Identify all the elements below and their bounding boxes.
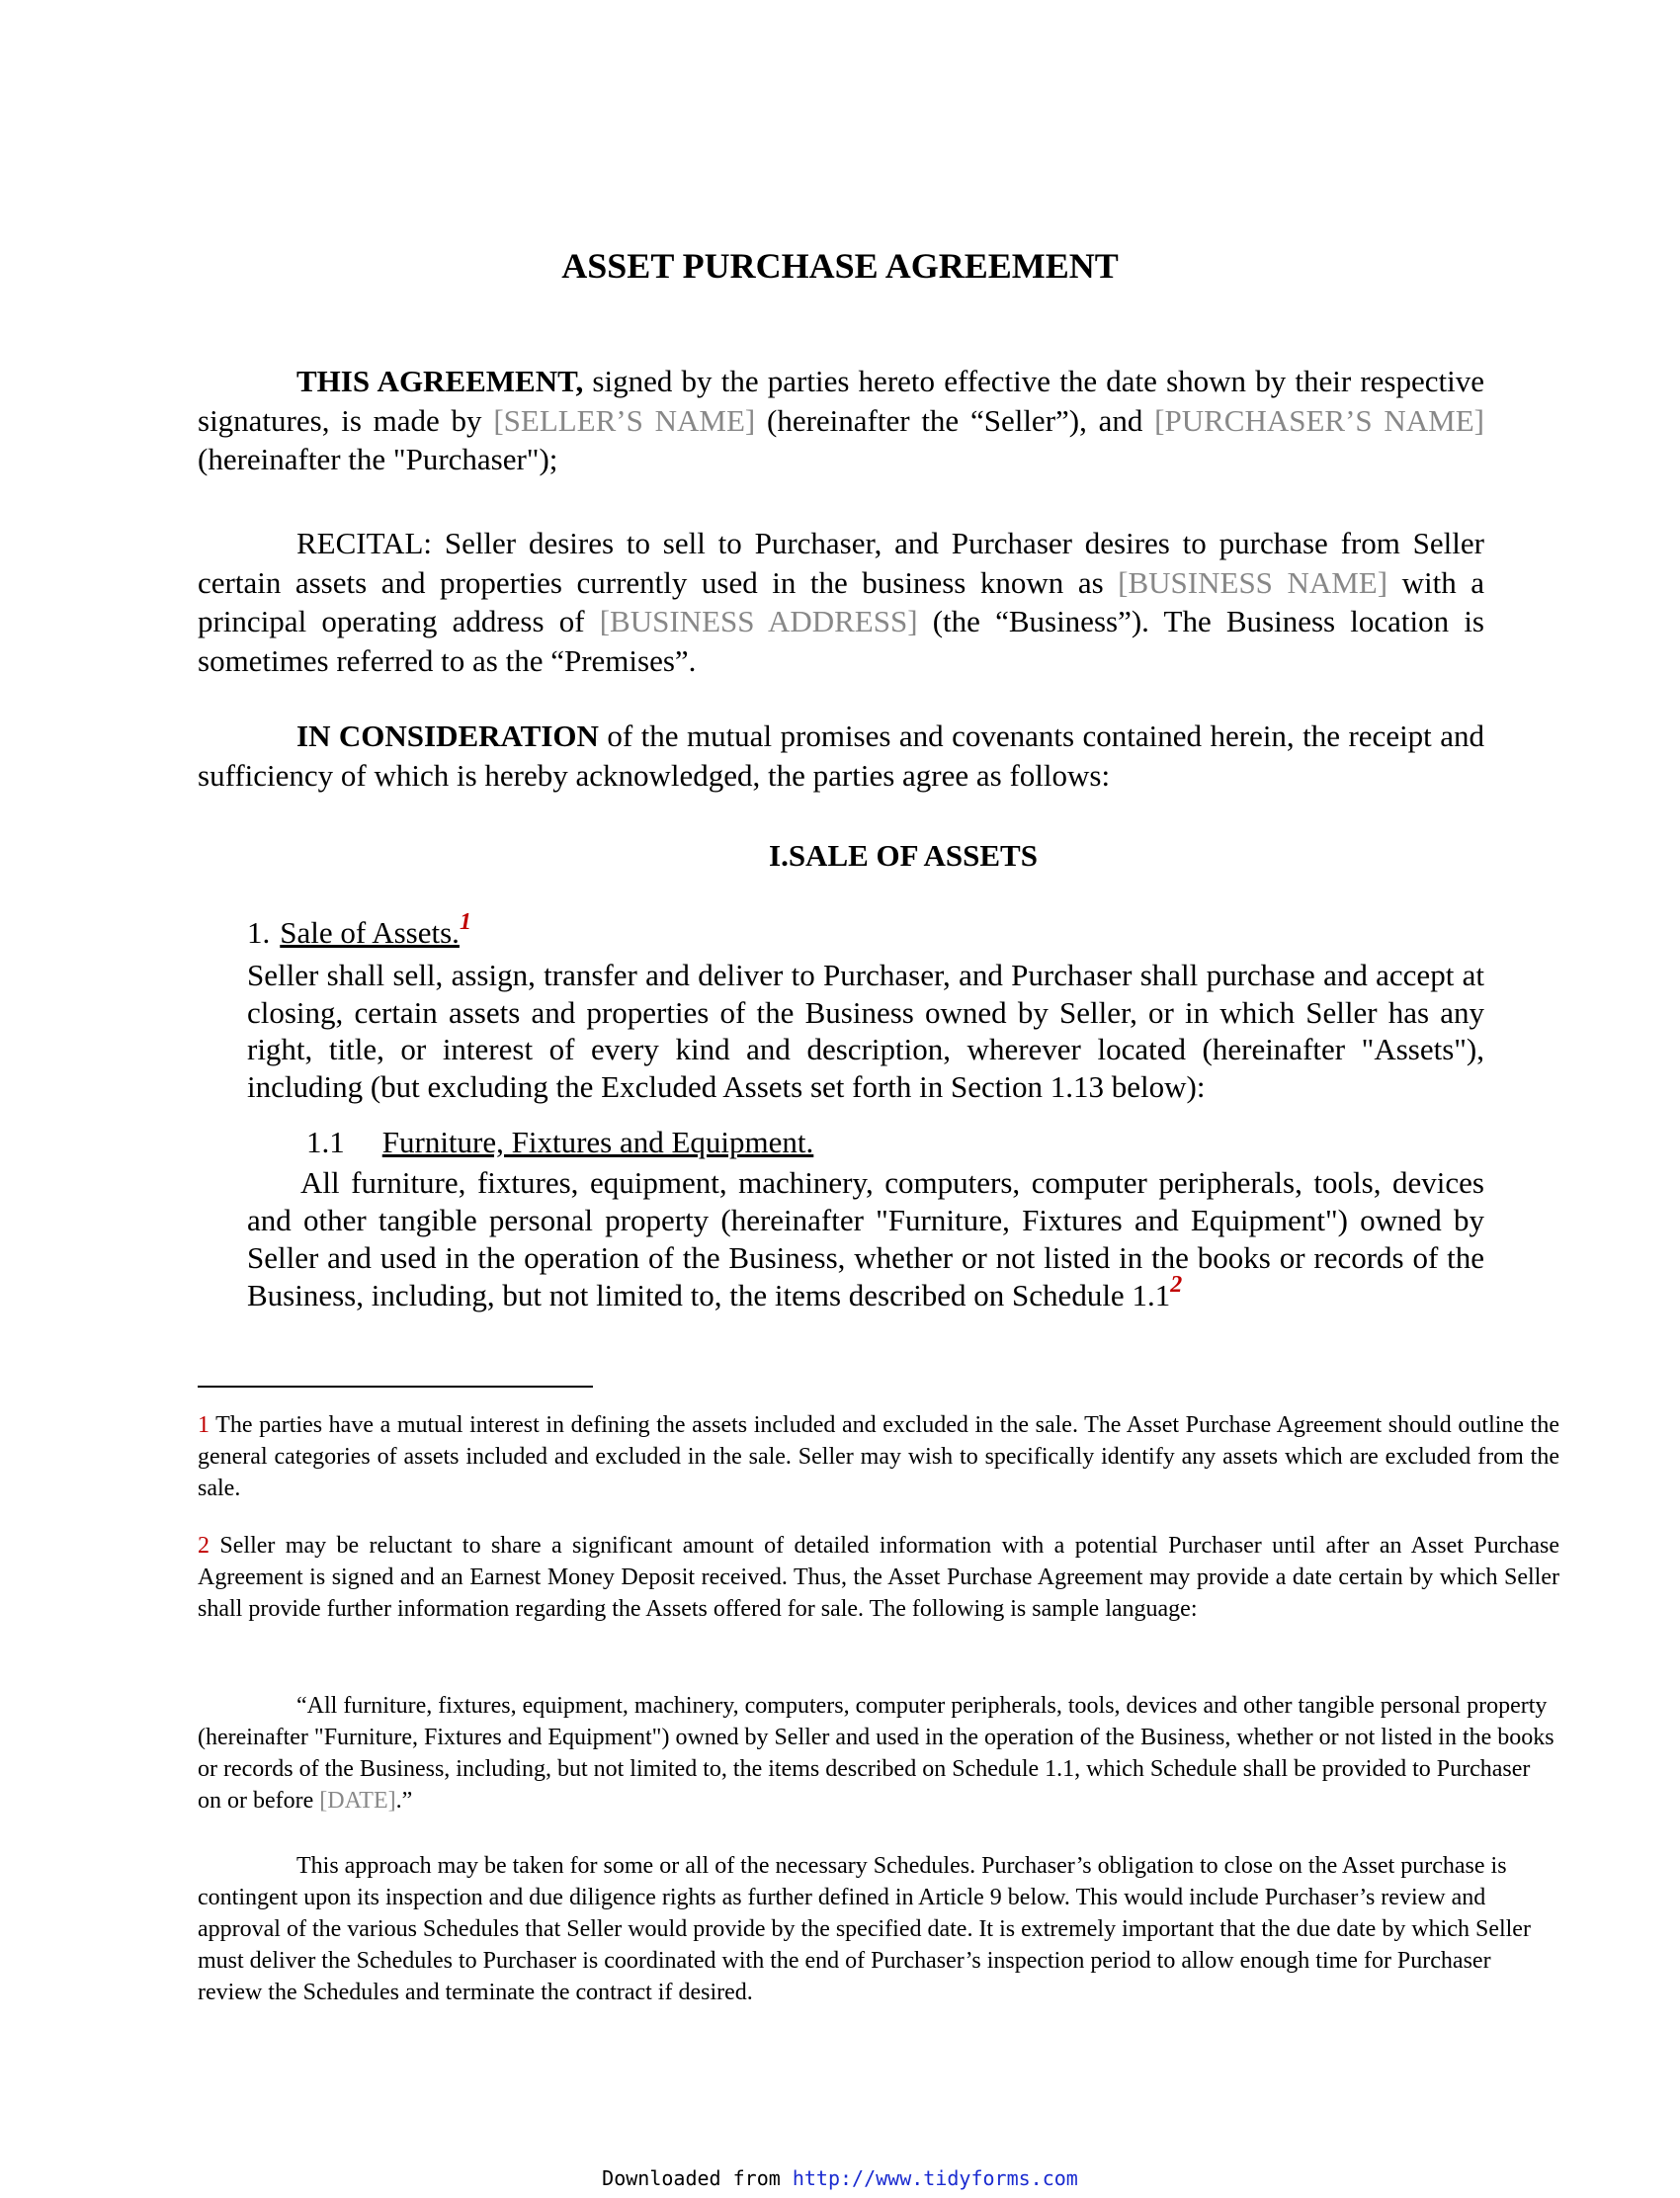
item-1-1-body xyxy=(247,1164,1484,1317)
intro-text-1: signed by the parties hereto effective the date shown by their respective signatures, is made by xyxy=(198,364,1484,438)
item-1-1-number: 1.1 xyxy=(306,1125,345,1159)
approach-paragraph: This approach may be taken for some or all of the necessary Schedules. Purchaser’s obligation to close on the Asset purchase is contingent upon its inspection and due diligence rights as further defined in Article 9 below. This would include Purchaser’s review and approval of the various Schedules that Seller would provide by the specified date. It is extremely important that the due date by which Seller must deliver the Schedules to Purchaser is coordinated with the end of Purchaser’s inspection period to allow enough time for Purchaser review the Schedules and terminate the contract if desired. xyxy=(198,1853,1531,2005)
business-address-placeholder: [BUSINESS ADDRESS] xyxy=(599,604,918,638)
footnote-2-number: 2 xyxy=(198,1533,210,1559)
quote-text: “All furniture, fixtures, equipment, machinery, computers, computer peripherals, tools, devices and other tangible personal property (hereinafter "Furniture, Fixtures and Equipment") owned by Seller and used in the operation of the Business, whether or not listed in the books or records of the Business, including, but not limited to, the items described on Schedule 1.1, which Schedule shall be provided to Purchaser on or before xyxy=(198,1693,1554,1814)
recital-text-1: RECITAL: Seller desires to sell to Purchaser, and Purchaser desires to purchase from Seller certain assets and properties currently used in the business known as xyxy=(198,526,1484,600)
document-title: ASSET PURCHASE AGREEMENT xyxy=(561,246,1119,286)
intro-lead: THIS AGREEMENT, xyxy=(296,364,584,398)
footnote-ref-2: 2 xyxy=(1170,1272,1183,1298)
business-name-placeholder: [BUSINESS NAME] xyxy=(1118,564,1388,600)
intro-text-3: (hereinafter the "Purchaser"); xyxy=(198,442,558,476)
item-1-heading xyxy=(247,909,471,951)
intro-text-2: (hereinafter the “Seller”), and xyxy=(755,402,1155,438)
footnote-ref-1: 1 xyxy=(459,909,471,935)
consideration-paragraph xyxy=(198,717,1484,795)
intro-paragraph xyxy=(198,362,1484,479)
footnote-1 xyxy=(198,1409,1559,1504)
item-1-1-label: Furniture, Fixtures and Equipment. xyxy=(381,1125,814,1159)
footnote-1-number: 1 xyxy=(198,1412,210,1438)
footnote-1-text: The parties have a mutual interest in defining the assets included and excluded in the sale. The Asset Purchase Agreement should outline the general categories of assets included and excluded in the sale. Seller may wish to specifically identify any assets which are excluded from the sale. xyxy=(198,1412,1559,1501)
footnote-2-text: Seller may be reluctant to share a significant amount of detailed information with a potential Purchaser until after an Asset Purchase Agreement is signed and an Earnest Money Deposit received. Thus, the Asset Purchase Agreement may provide a date certain by which Seller shall provide further information regarding the Assets offered for sale. The following is sample language: xyxy=(198,1533,1559,1622)
item-1-label: Sale of Assets. xyxy=(280,915,460,950)
recital-paragraph xyxy=(198,524,1484,680)
section-heading: I.SALE OF ASSETS xyxy=(769,838,1038,873)
purchaser-name-placeholder: [PURCHASER’S NAME] xyxy=(1154,402,1484,438)
download-footer xyxy=(0,2166,1680,2190)
item-1-1-heading xyxy=(306,1125,813,1160)
item-1-number: 1. xyxy=(247,915,271,950)
date-placeholder: [DATE] xyxy=(319,1788,396,1814)
seller-name-placeholder: [SELLER’S NAME] xyxy=(493,402,756,438)
footer-link[interactable]: http://www.tidyforms.com xyxy=(792,2166,1078,2190)
recital-text-2: with a principal operating address of xyxy=(198,564,1484,638)
recital-text-3: (the “Business”). The Business location is sometimes referred to as the “Premises”. xyxy=(198,604,1484,678)
footnote-separator xyxy=(198,1386,593,1388)
footer-prefix: Downloaded from xyxy=(602,2166,793,2190)
consideration-lead: IN CONSIDERATION xyxy=(296,719,599,753)
consideration-text: of the mutual promises and covenants contained herein, the receipt and sufficiency of which is hereby acknowledged, the parties agree as follows: xyxy=(198,719,1485,793)
item-1-1-text: All furniture, fixtures, equipment, machinery, computers, computer peripherals, tools, devices and other tangible personal property (hereinafter "Furniture, Fixtures and Equipment") owned by Seller and used in the operation of the Business, whether or not listed in the books or records of the Business, including, but not limited to, the items described on Schedule 1.1 xyxy=(247,1165,1484,1312)
footnote-2 xyxy=(198,1530,1559,1625)
item-1-body: Seller shall sell, assign, transfer and deliver to Purchaser, and Purchaser shall purchase and accept at closing, certain assets and properties of the Business owned by Seller, or in which Seller has any right, title, or interest of every kind and description, wherever located (hereinafter "Assets"), including (but excluding the Excluded Assets set forth in Section 1.13 below): xyxy=(247,958,1484,1104)
sample-language-quote xyxy=(198,1690,1559,1817)
quote-end: .” xyxy=(395,1788,413,1814)
